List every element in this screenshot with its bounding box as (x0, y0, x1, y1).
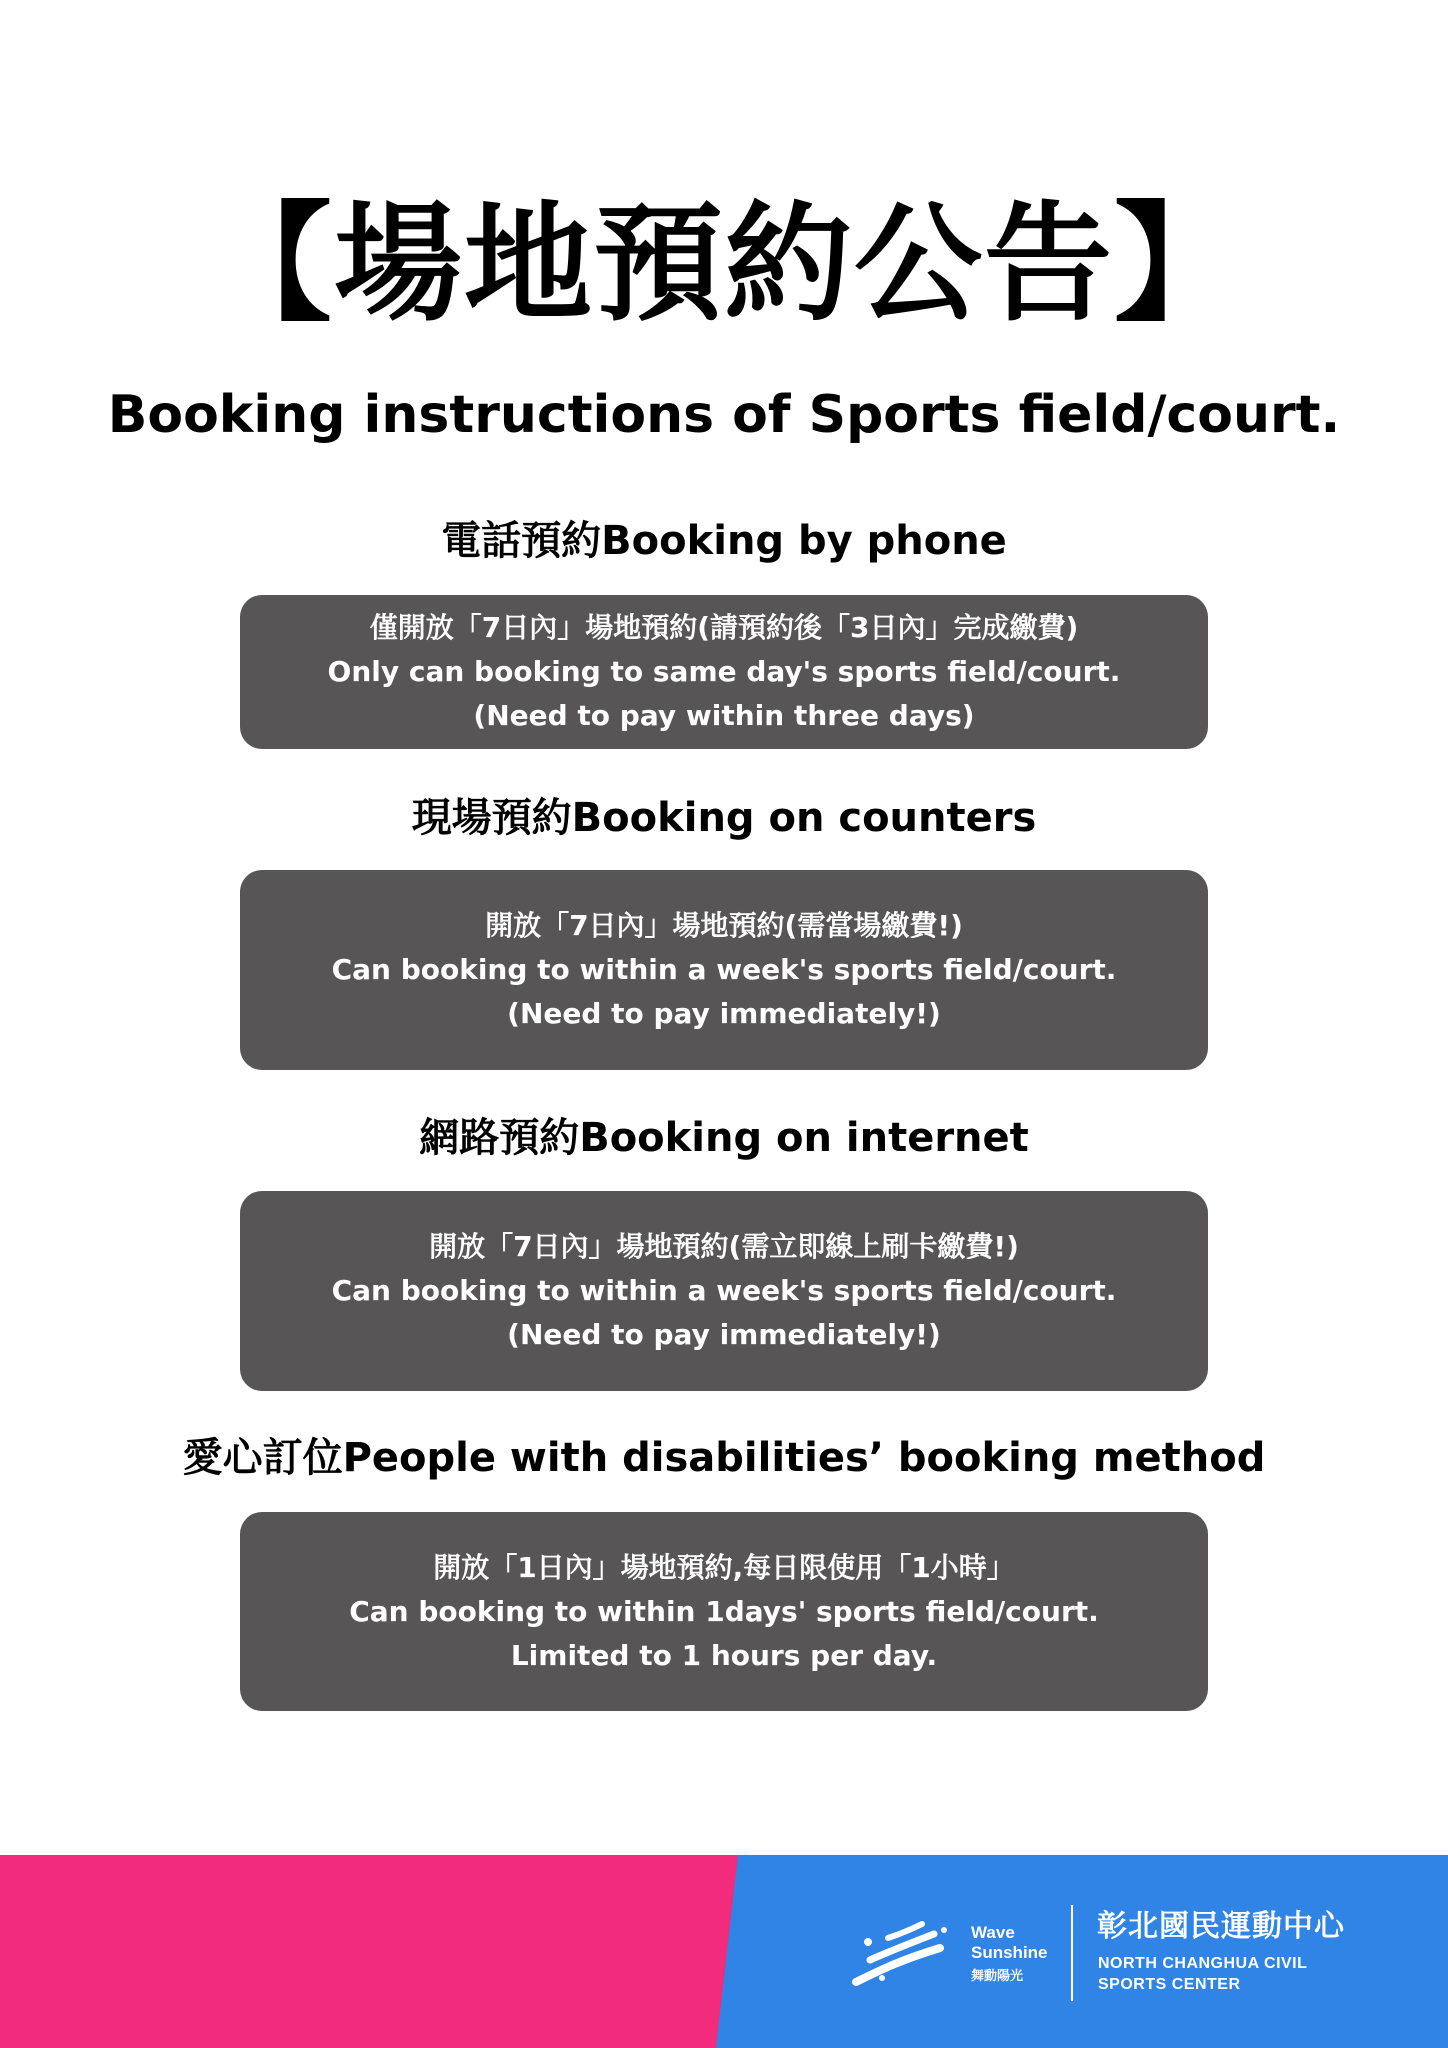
info-line-note: Limited to 1 hours per day. (510, 1638, 938, 1672)
info-line-en: Can booking to within a week's sports field/court. (331, 953, 1117, 986)
center-name-zh: 彰北國民運動中心 (1097, 1909, 1345, 1944)
page-title-zh: 【場地預約公告】 (203, 190, 1244, 339)
center-name-en (1098, 1953, 1307, 1995)
brand-name-en (971, 1923, 1048, 1963)
section-heading-internet: 網路預約Booking on internet (419, 1115, 1029, 1161)
info-line-zh: 開放「7日內」場地預約(需當場繳費!) (485, 909, 963, 942)
info-box-counters (240, 870, 1208, 1070)
info-box-phone (240, 595, 1208, 749)
info-box-disabilities (240, 1512, 1208, 1711)
center-name-en-line2: SPORTS CENTER (1098, 1976, 1241, 1993)
info-line-note: (Need to pay immediately!) (507, 997, 941, 1030)
info-line-en: Only can booking to same day's sports field/court. (327, 655, 1121, 688)
info-line-note: (Need to pay within three days) (473, 699, 975, 732)
info-line-zh: 開放「1日內」場地預約,每日限使用「1小時」 (433, 1550, 1015, 1584)
brand-name-en-line2: Sunshine (971, 1943, 1048, 1962)
info-line-note: (Need to pay immediately!) (507, 1318, 941, 1351)
footer-banner (0, 1855, 1448, 2048)
center-name-en-line1: NORTH CHANGHUA CIVIL (1098, 1955, 1308, 1972)
footer-divider (1071, 1905, 1073, 2001)
info-line-en: Can booking to within a week's sports field/court. (331, 1274, 1117, 1307)
info-line-zh: 僅開放「7日內」場地預約(請預約後「3日內」完成繳費) (369, 611, 1079, 644)
brand-name-en-line1: Wave (971, 1923, 1015, 1942)
section-heading-disabilities: 愛心訂位People with disabilities’ booking method (182, 1435, 1266, 1481)
section-heading-phone: 電話預約Booking by phone (441, 518, 1007, 564)
info-box-internet (240, 1191, 1208, 1391)
info-line-zh: 開放「7日內」場地預約(需立即線上刷卡繳費!) (429, 1230, 1019, 1263)
wave-sunshine-logo-icon (848, 1920, 953, 1990)
section-heading-counters: 現場預約Booking on counters (411, 795, 1037, 841)
brand-name-zh: 舞動陽光 (971, 1969, 1024, 1984)
footer-background (0, 1855, 1448, 2048)
page-title-en: Booking instructions of Sports field/court. (107, 385, 1341, 445)
footer-blue-band (716, 1855, 1448, 2048)
info-line-en: Can booking to within 1days' sports field/court. (349, 1594, 1099, 1628)
